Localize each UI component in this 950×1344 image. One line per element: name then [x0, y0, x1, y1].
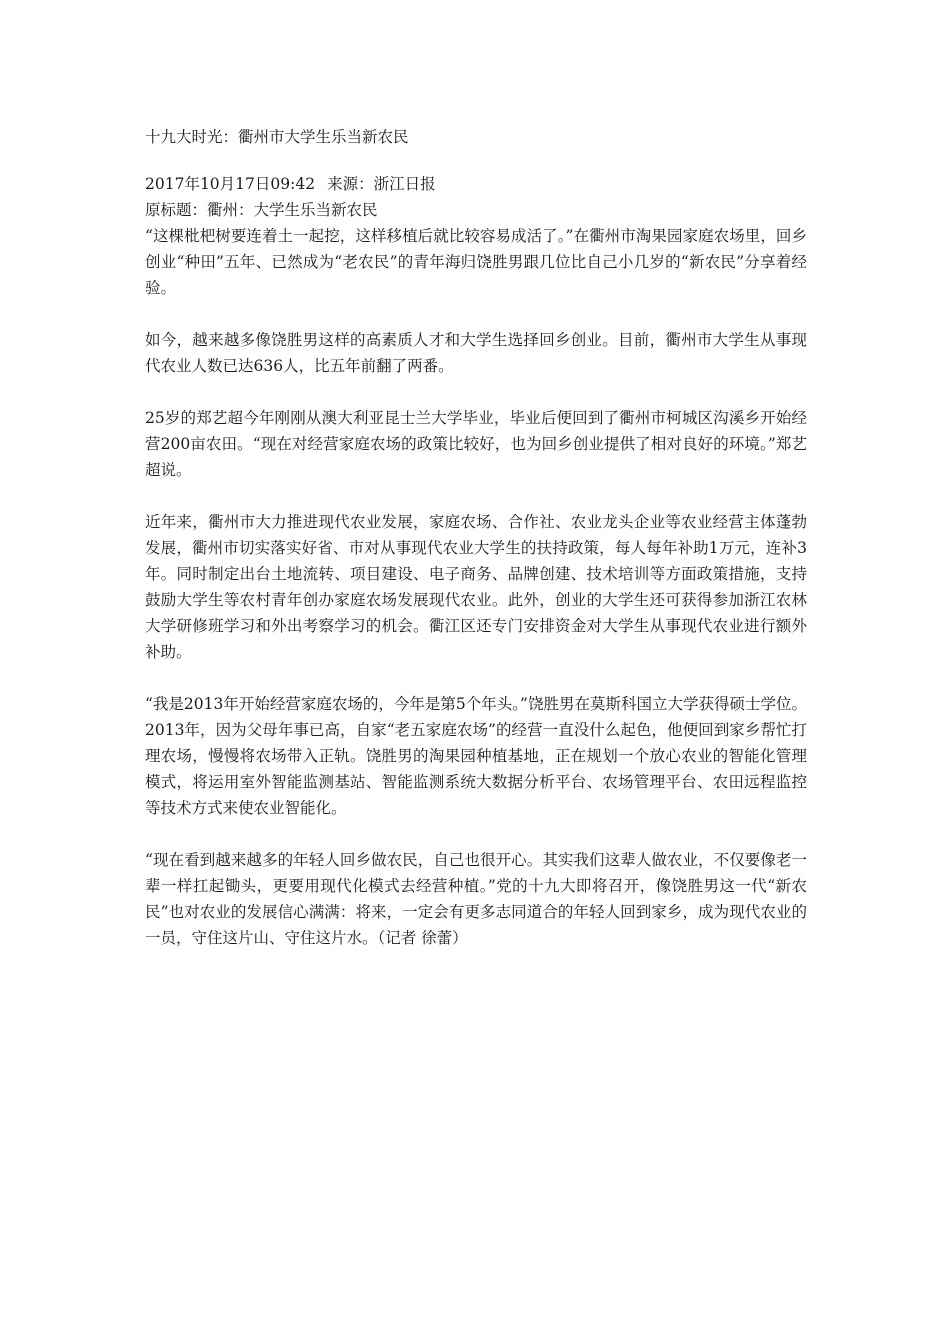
article-meta: [145, 171, 807, 197]
article-title: 十九大时光：衢州市大学生乐当新农民: [145, 128, 409, 146]
paragraph-5: “我是2013年开始经营家庭农场的，今年是第5个年头。”饶胜男在莫斯科国立大学获得硕士学位。2013年，因为父母年事已高，自家“老五家庭农场”的经营一直没什么起色，他便回到家乡帮忙打理农场，慢慢将农场带入正轨。饶胜男的淘果园种植基地，正在规划一个放心农业的智能化管理模式，将运用室外智能监测基站、智能监测系统大数据分析平台、农场管理平台、农田远程监控等技术方式来使农业智能化。: [145, 695, 807, 817]
publish-date: 2017年10月17日09:42: [145, 175, 316, 193]
original-title: 原标题：衢州：大学生乐当新农民: [145, 201, 378, 219]
article: [145, 124, 807, 977]
paragraph-3: 25岁的郑艺超今年刚刚从澳大利亚昆士兰大学毕业，毕业后便回到了衢州市柯城区沟溪乡开始经营200亩农田。“现在对经营家庭农场的政策比较好，也为回乡创业提供了相对良好的环境。”郑艺超说。: [145, 409, 807, 479]
paragraph-2: 如今，越来越多像饶胜男这样的高素质人才和大学生选择回乡创业。目前，衢州市大学生从事现代农业人数已达636人，比五年前翻了两番。: [145, 331, 807, 375]
paragraph-1: “这棵枇杷树要连着土一起挖，这样移植后就比较容易成活了。”在衢州市淘果园家庭农场里，回乡创业“种田”五年、已然成为“老农民”的青年海归饶胜男跟几位比自己小几岁的“新农民”分享着经验。: [145, 227, 807, 297]
paragraph-4: 近年来，衢州市大力推进现代农业发展，家庭农场、合作社、农业龙头企业等农业经营主体蓬勃发展，衢州市切实落实好省、市对从事现代农业大学生的扶持政策，每人每年补助1万元，连补3年。同时制定出台土地流转、项目建设、电子商务、品牌创建、技术培训等方面政策措施，支持鼓励大学生等农村青年创办家庭农场发展现代农业。此外，创业的大学生还可获得参加浙江农林大学研修班学习和外出考察学习的机会。衢江区还专门安排资金对大学生从事现代农业进行额外补助。: [145, 513, 807, 661]
article-source: 来源：浙江日报: [327, 175, 436, 193]
paragraph-6: “现在看到越来越多的年轻人回乡做农民，自己也很开心。其实我们这辈人做农业，不仅要像老一辈一样扛起锄头，更要用现代化模式去经营种植。”党的十九大即将召开，像饶胜男这一代“新农民”也对农业的发展信心满满：将来，一定会有更多志同道合的年轻人回到家乡，成为现代农业的一员，守住这片山、守住这片水。（记者 徐蕾）: [145, 851, 807, 947]
